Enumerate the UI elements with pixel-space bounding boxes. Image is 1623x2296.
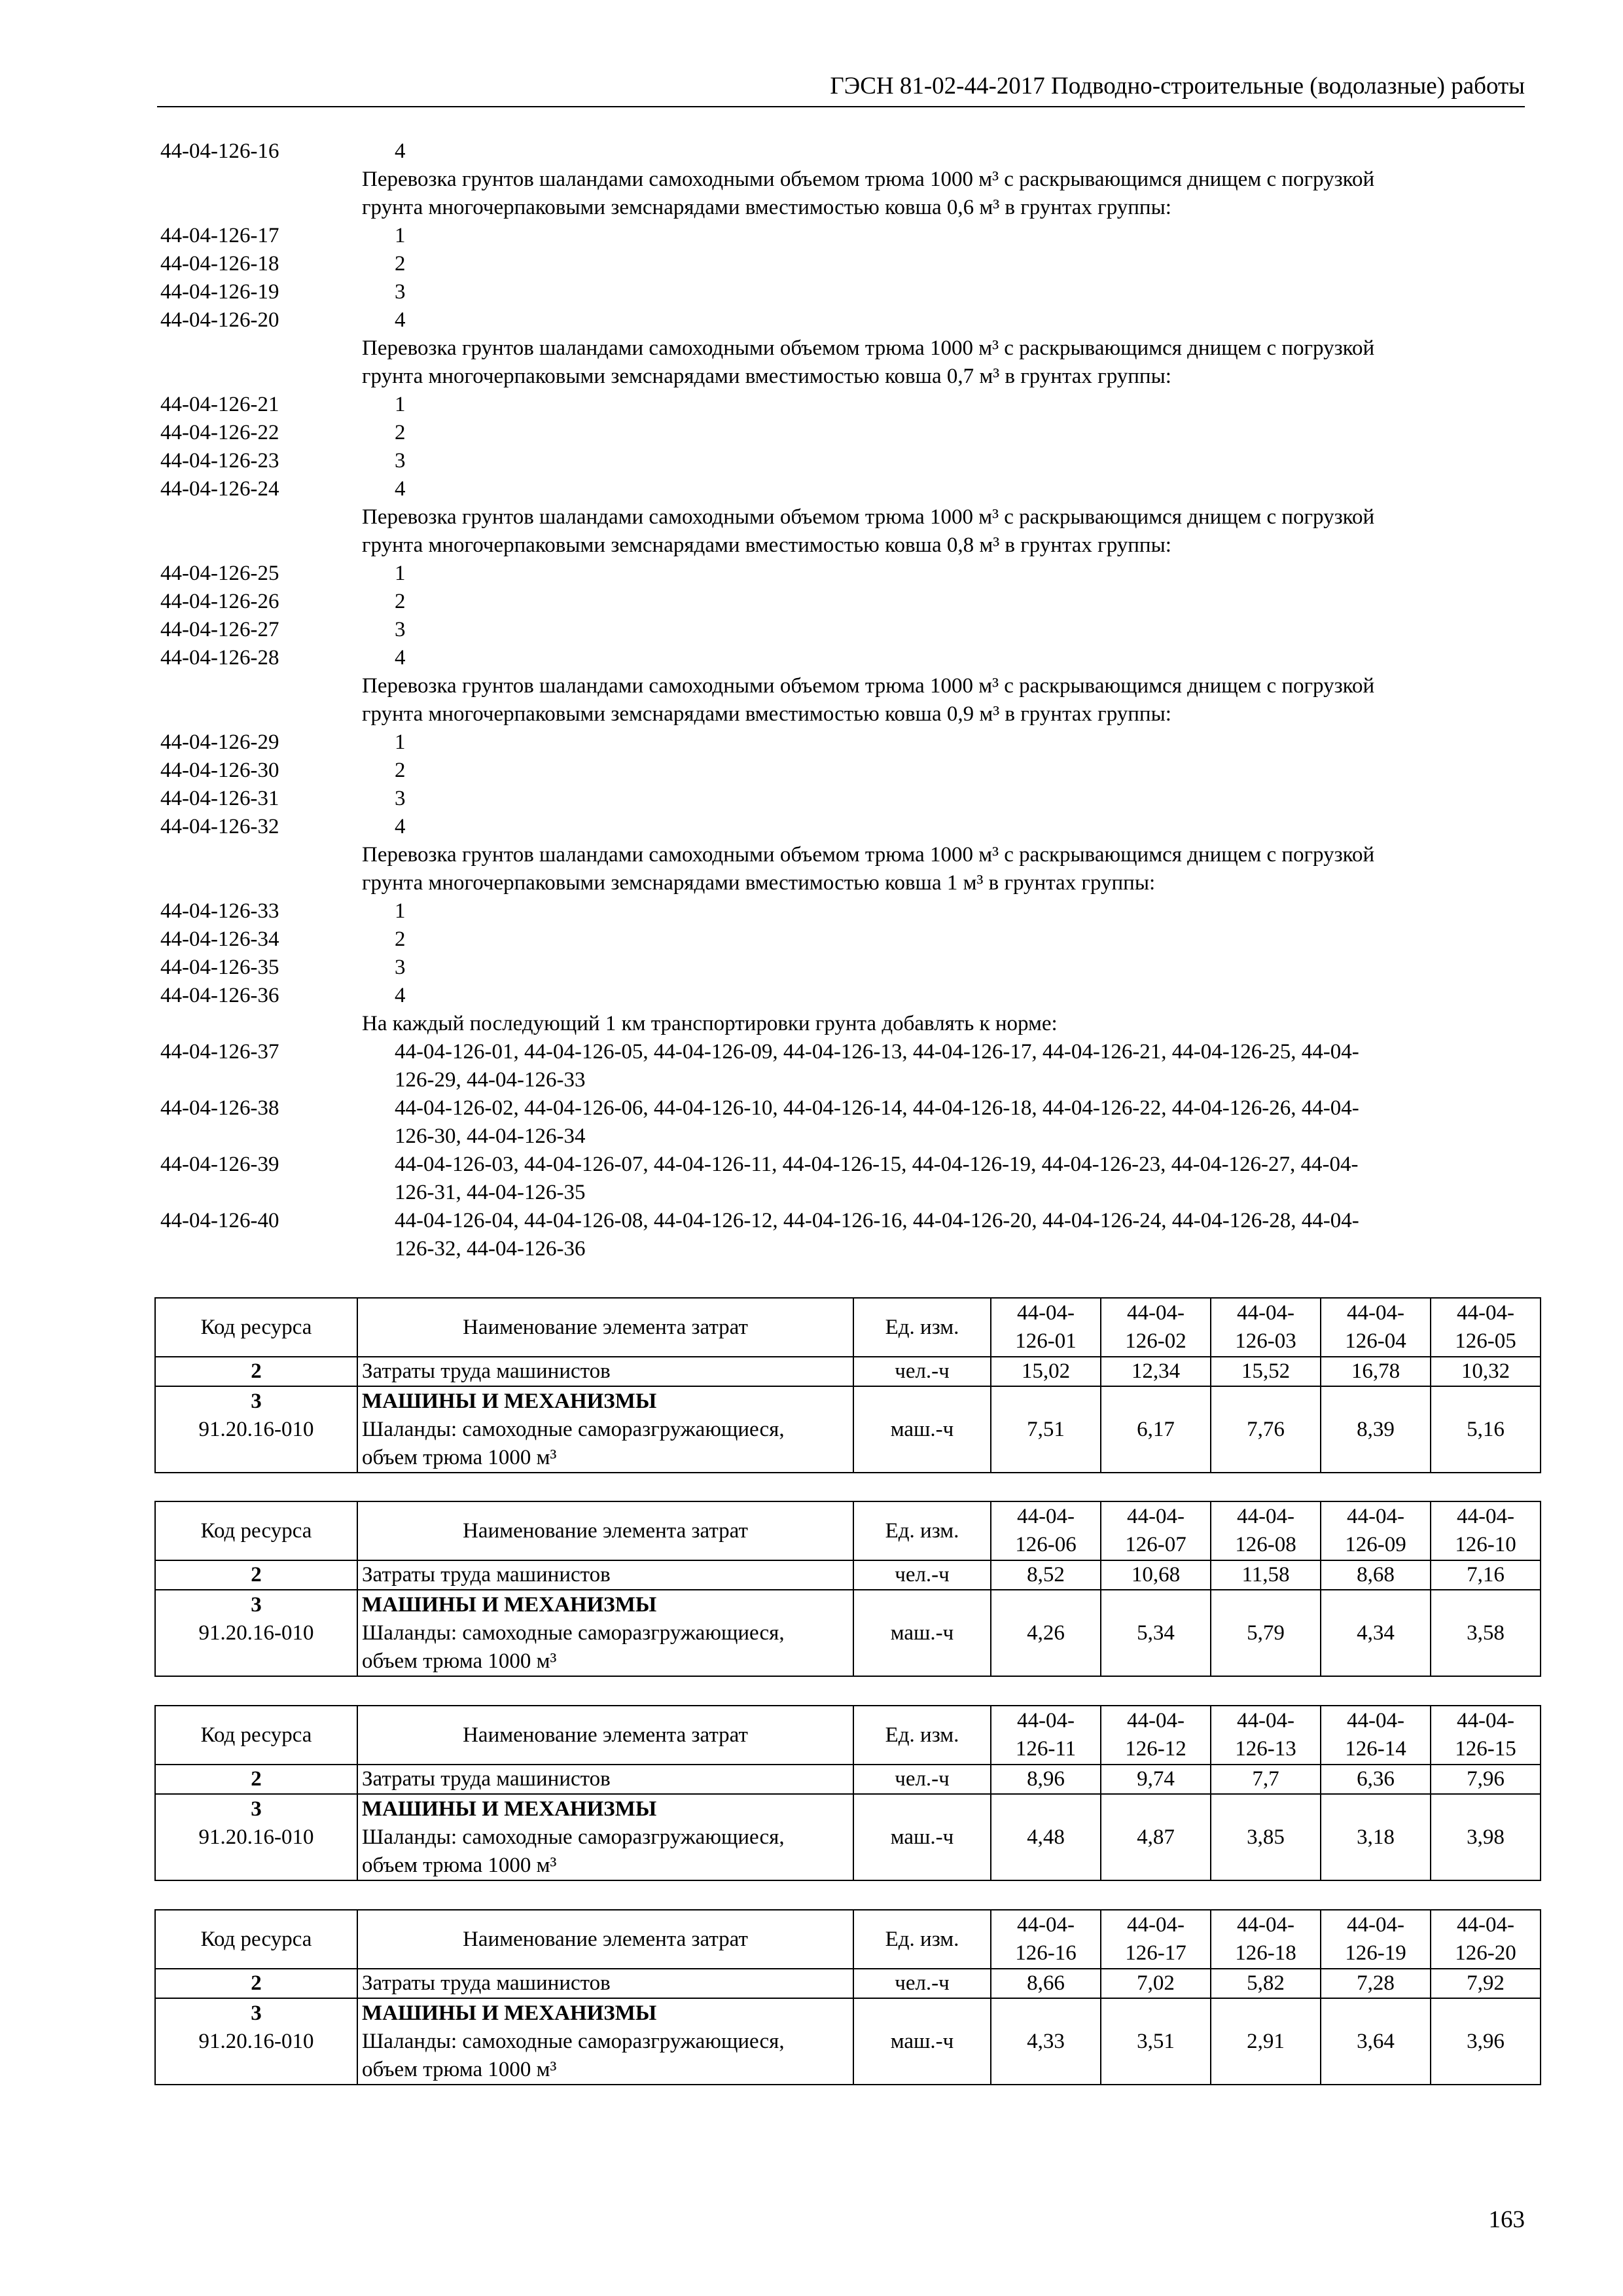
value-cell: 12,34 bbox=[1101, 1357, 1211, 1386]
header-resource-code: Код ресурса bbox=[155, 1706, 357, 1765]
unit-cell: чел.-ч bbox=[853, 1765, 991, 1794]
value-cell: 7,96 bbox=[1431, 1765, 1541, 1794]
norm-code-part: 126-05 bbox=[1455, 1329, 1516, 1353]
resource-code bbox=[155, 1386, 357, 1473]
cost-element-name: Затраты труда машинистов bbox=[357, 1560, 853, 1590]
reference-line: 126-29, 44-04-126-33 bbox=[395, 1068, 586, 1092]
header-cost-element: Наименование элемента затрат bbox=[357, 1298, 853, 1357]
machine-name: Шаланды: самоходные саморазгружающиеся, bbox=[362, 2029, 785, 2053]
norm-code-part: 126-11 bbox=[1015, 1737, 1077, 1761]
cost-element-name bbox=[357, 1998, 853, 2085]
norm-code-part: 44-04- bbox=[1237, 1301, 1294, 1325]
header-norm-column bbox=[1211, 1706, 1321, 1765]
header-norm-column bbox=[1101, 1706, 1211, 1765]
description-line: грунта многочерпаковыми земснарядами вместимостью ковша 1 м³ в грунтах группы: bbox=[362, 871, 1156, 895]
norm-code: 44-04-126-26 bbox=[160, 590, 279, 613]
header-cost-element: Наименование элемента затрат bbox=[357, 1706, 853, 1765]
code-row bbox=[160, 250, 1544, 278]
resource-code: 2 bbox=[155, 1357, 357, 1386]
norm-code-part: 44-04- bbox=[1237, 1913, 1294, 1937]
soil-group: 3 bbox=[395, 618, 406, 641]
norm-code-part: 126-14 bbox=[1345, 1737, 1406, 1761]
norm-code: 44-04-126-29 bbox=[160, 730, 279, 754]
description-line: грунта многочерпаковыми земснарядами вместимостью ковша 0,7 м³ в грунтах группы: bbox=[362, 365, 1171, 388]
norm-code-part: 126-17 bbox=[1125, 1941, 1186, 1965]
code-row bbox=[160, 982, 1544, 1010]
norm-code-part: 44-04- bbox=[1127, 1505, 1185, 1529]
norm-code: 44-04-126-22 bbox=[160, 421, 279, 444]
cost-element-name: Затраты труда машинистов bbox=[357, 1765, 853, 1794]
norm-code: 44-04-126-21 bbox=[160, 393, 279, 416]
norm-code: 44-04-126-20 bbox=[160, 308, 279, 332]
reference-line: 44-04-126-02, 44-04-126-06, 44-04-126-10, 44-04-126-14, 44-04-126-18, 44-04-126-22, 44-04-126-26, 44-04- bbox=[395, 1096, 1359, 1120]
soil-group: 2 bbox=[395, 759, 406, 782]
value-cell: 6,36 bbox=[1321, 1765, 1431, 1794]
table-header-row bbox=[155, 1706, 1541, 1765]
machine-code: 91.20.16-010 bbox=[198, 1621, 314, 1645]
code-row bbox=[160, 222, 1544, 250]
soil-group: 3 bbox=[395, 280, 406, 304]
norm-code: 44-04-126-23 bbox=[160, 449, 279, 473]
table-header-row bbox=[155, 1501, 1541, 1560]
norm-code-part: 44-04- bbox=[1457, 1301, 1514, 1325]
labor-row bbox=[155, 1560, 1541, 1590]
machine-code: 91.20.16-010 bbox=[198, 2029, 314, 2053]
header-resource-code: Код ресурса bbox=[155, 1501, 357, 1560]
section-code: 3 bbox=[251, 2001, 262, 2025]
header-norm-column bbox=[1101, 1298, 1211, 1357]
code-row bbox=[160, 560, 1544, 588]
addition-description bbox=[160, 1010, 1544, 1038]
value-cell: 7,51 bbox=[991, 1386, 1101, 1473]
value-cell: 10,68 bbox=[1101, 1560, 1211, 1590]
soil-group: 1 bbox=[395, 562, 406, 585]
norm-code: 44-04-126-17 bbox=[160, 224, 279, 247]
machines-row bbox=[155, 1386, 1541, 1473]
value-cell: 8,96 bbox=[991, 1765, 1101, 1794]
norm-code: 44-04-126-39 bbox=[160, 1153, 279, 1176]
norm-references bbox=[395, 1207, 1546, 1263]
machine-code: 91.20.16-010 bbox=[198, 1825, 314, 1849]
header-norm-column bbox=[1211, 1501, 1321, 1560]
machines-row bbox=[155, 1590, 1541, 1676]
addition-row bbox=[160, 1151, 1544, 1207]
cost-element-name: Затраты труда машинистов bbox=[357, 1357, 853, 1386]
code-row bbox=[160, 616, 1544, 644]
norm-code-part: 126-19 bbox=[1345, 1941, 1406, 1965]
norm-code-part: 44-04- bbox=[1457, 1505, 1514, 1529]
resource-code bbox=[155, 1590, 357, 1676]
reference-line: 44-04-126-04, 44-04-126-08, 44-04-126-12, 44-04-126-16, 44-04-126-20, 44-04-126-24, 44-04-126-28, 44-04- bbox=[395, 1209, 1359, 1232]
value-cell: 7,02 bbox=[1101, 1969, 1211, 1998]
value-cell: 8,39 bbox=[1321, 1386, 1431, 1473]
machine-name-cont: объем трюма 1000 м³ bbox=[362, 1853, 557, 1877]
header-cost-element: Наименование элемента затрат bbox=[357, 1910, 853, 1969]
machine-name: Шаланды: самоходные саморазгружающиеся, bbox=[362, 1621, 785, 1645]
norm-code: 44-04-126-27 bbox=[160, 618, 279, 641]
soil-group: 4 bbox=[395, 139, 406, 163]
resource-table bbox=[154, 1501, 1541, 1677]
resource-code: 2 bbox=[155, 1560, 357, 1590]
labor-row bbox=[155, 1969, 1541, 1998]
value-cell: 3,96 bbox=[1431, 1998, 1541, 2085]
section-description bbox=[160, 672, 1544, 728]
resource-code: 2 bbox=[155, 1969, 357, 1998]
norm-references bbox=[395, 1094, 1546, 1151]
description-line: грунта многочерпаковыми земснарядами вместимостью ковша 0,6 м³ в грунтах группы: bbox=[362, 196, 1171, 219]
norm-code-part: 126-07 bbox=[1125, 1533, 1186, 1556]
description-line: Перевозка грунтов шаландами самоходными объемом трюма 1000 м³ с раскрывающимся днищем с погрузкой bbox=[362, 843, 1375, 867]
value-cell: 3,18 bbox=[1321, 1794, 1431, 1880]
norm-code: 44-04-126-32 bbox=[160, 815, 279, 838]
header-unit: Ед. изм. bbox=[853, 1910, 991, 1969]
unit-cell: чел.-ч bbox=[853, 1969, 991, 1998]
section-title: МАШИНЫ И МЕХАНИЗМЫ bbox=[362, 1592, 657, 1617]
value-cell: 8,66 bbox=[991, 1969, 1101, 1998]
soil-group: 2 bbox=[395, 421, 406, 444]
addition-row bbox=[160, 1038, 1544, 1094]
soil-group: 2 bbox=[395, 590, 406, 613]
value-cell: 7,92 bbox=[1431, 1969, 1541, 1998]
section-description bbox=[160, 841, 1544, 897]
code-row bbox=[160, 757, 1544, 785]
norm-code-part: 44-04- bbox=[1347, 1709, 1404, 1733]
norm-code: 44-04-126-35 bbox=[160, 956, 279, 979]
code-row bbox=[160, 419, 1544, 447]
machines-row bbox=[155, 1794, 1541, 1880]
machine-name: Шаланды: самоходные саморазгружающиеся, bbox=[362, 1417, 785, 1441]
value-cell: 3,58 bbox=[1431, 1590, 1541, 1676]
machine-name: Шаланды: самоходные саморазгружающиеся, bbox=[362, 1825, 785, 1849]
header-norm-column bbox=[1211, 1298, 1321, 1357]
soil-group: 2 bbox=[395, 927, 406, 951]
resource-code bbox=[155, 1998, 357, 2085]
machine-code: 91.20.16-010 bbox=[198, 1417, 314, 1441]
code-row bbox=[160, 588, 1544, 616]
norm-code-part: 126-12 bbox=[1125, 1737, 1186, 1761]
norm-code-part: 44-04- bbox=[1127, 1709, 1185, 1733]
norm-code-part: 44-04- bbox=[1127, 1301, 1185, 1325]
cost-element-name bbox=[357, 1794, 853, 1880]
norm-code-part: 126-15 bbox=[1455, 1737, 1516, 1761]
soil-group: 4 bbox=[395, 477, 406, 501]
norm-code: 44-04-126-40 bbox=[160, 1209, 279, 1232]
value-cell: 3,98 bbox=[1431, 1794, 1541, 1880]
unit-cell: чел.-ч bbox=[853, 1357, 991, 1386]
unit-cell: маш.-ч bbox=[853, 1590, 991, 1676]
value-cell: 7,76 bbox=[1211, 1386, 1321, 1473]
section-title: МАШИНЫ И МЕХАНИЗМЫ bbox=[362, 2001, 657, 2025]
machine-name-cont: объем трюма 1000 м³ bbox=[362, 1649, 557, 1673]
codes-list bbox=[160, 137, 1544, 1263]
reference-line: 126-30, 44-04-126-34 bbox=[395, 1124, 586, 1148]
header-norm-column bbox=[1101, 1910, 1211, 1969]
norm-code-part: 44-04- bbox=[1237, 1505, 1294, 1529]
header-unit: Ед. изм. bbox=[853, 1501, 991, 1560]
value-cell: 15,02 bbox=[991, 1357, 1101, 1386]
norm-code-part: 44-04- bbox=[1347, 1301, 1404, 1325]
value-cell: 10,32 bbox=[1431, 1357, 1541, 1386]
resource-code bbox=[155, 1794, 357, 1880]
labor-row bbox=[155, 1765, 1541, 1794]
norm-code-part: 44-04- bbox=[1457, 1709, 1514, 1733]
section-code: 3 bbox=[251, 1797, 262, 1821]
machines-row bbox=[155, 1998, 1541, 2085]
header-norm-column bbox=[1321, 1706, 1431, 1765]
header-unit: Ед. изм. bbox=[853, 1298, 991, 1357]
value-cell: 9,74 bbox=[1101, 1765, 1211, 1794]
norm-code-part: 126-20 bbox=[1455, 1941, 1516, 1965]
page-header bbox=[157, 71, 1525, 107]
unit-cell: чел.-ч bbox=[853, 1560, 991, 1590]
header-norm-column bbox=[1321, 1501, 1431, 1560]
code-row bbox=[160, 925, 1544, 954]
norm-code-part: 126-04 bbox=[1345, 1329, 1406, 1353]
soil-group: 1 bbox=[395, 224, 406, 247]
code-row bbox=[160, 728, 1544, 757]
norm-code-part: 44-04- bbox=[1017, 1913, 1075, 1937]
norm-code-part: 126-02 bbox=[1125, 1329, 1186, 1353]
norm-code: 44-04-126-18 bbox=[160, 252, 279, 276]
value-cell: 7,28 bbox=[1321, 1969, 1431, 1998]
norm-code-part: 44-04- bbox=[1457, 1913, 1514, 1937]
value-cell: 3,51 bbox=[1101, 1998, 1211, 2085]
addition-row bbox=[160, 1094, 1544, 1151]
value-cell: 4,87 bbox=[1101, 1794, 1211, 1880]
description-line: Перевозка грунтов шаландами самоходными объемом трюма 1000 м³ с раскрывающимся днищем с погрузкой bbox=[362, 505, 1375, 529]
code-row bbox=[160, 954, 1544, 982]
header-norm-column bbox=[1431, 1298, 1541, 1357]
norm-code-part: 126-03 bbox=[1235, 1329, 1296, 1353]
header-norm-column bbox=[1211, 1910, 1321, 1969]
value-cell: 7,16 bbox=[1431, 1560, 1541, 1590]
code-row bbox=[160, 306, 1544, 334]
value-cell: 5,16 bbox=[1431, 1386, 1541, 1473]
description-line: грунта многочерпаковыми земснарядами вместимостью ковша 0,8 м³ в грунтах группы: bbox=[362, 533, 1171, 557]
norm-code: 44-04-126-19 bbox=[160, 280, 279, 304]
section-code: 3 bbox=[251, 1389, 262, 1413]
code-row bbox=[160, 391, 1544, 419]
norm-code: 44-04-126-28 bbox=[160, 646, 279, 670]
code-row bbox=[160, 644, 1544, 672]
norm-code-part: 126-06 bbox=[1015, 1533, 1077, 1556]
norm-code-part: 126-01 bbox=[1015, 1329, 1077, 1353]
value-cell: 5,79 bbox=[1211, 1590, 1321, 1676]
description-line: На каждый последующий 1 км транспортировки грунта добавлять к норме: bbox=[362, 1012, 1058, 1035]
soil-group: 3 bbox=[395, 956, 406, 979]
header-norm-column bbox=[991, 1298, 1101, 1357]
code-row bbox=[160, 278, 1544, 306]
value-cell: 5,34 bbox=[1101, 1590, 1211, 1676]
resource-table bbox=[154, 1297, 1541, 1473]
value-cell: 3,64 bbox=[1321, 1998, 1431, 2085]
addition-row bbox=[160, 1207, 1544, 1263]
reference-line: 44-04-126-01, 44-04-126-05, 44-04-126-09, 44-04-126-13, 44-04-126-17, 44-04-126-21, 44-04-126-25, 44-04- bbox=[395, 1040, 1359, 1064]
header-norm-column bbox=[1431, 1706, 1541, 1765]
norm-code-part: 126-18 bbox=[1235, 1941, 1296, 1965]
soil-group: 4 bbox=[395, 308, 406, 332]
code-row bbox=[160, 137, 1544, 166]
section-description bbox=[160, 334, 1544, 391]
value-cell: 8,52 bbox=[991, 1560, 1101, 1590]
norm-code-part: 126-08 bbox=[1235, 1533, 1296, 1556]
description-line: Перевозка грунтов шаландами самоходными объемом трюма 1000 м³ с раскрывающимся днищем с погрузкой bbox=[362, 168, 1375, 191]
machine-name-cont: объем трюма 1000 м³ bbox=[362, 2057, 557, 2081]
value-cell: 11,58 bbox=[1211, 1560, 1321, 1590]
header-cost-element: Наименование элемента затрат bbox=[357, 1501, 853, 1560]
norm-code: 44-04-126-16 bbox=[160, 139, 279, 163]
table-header-row bbox=[155, 1298, 1541, 1357]
description-line: грунта многочерпаковыми земснарядами вместимостью ковша 0,9 м³ в грунтах группы: bbox=[362, 702, 1171, 726]
code-row bbox=[160, 475, 1544, 503]
header-norm-column bbox=[991, 1501, 1101, 1560]
soil-group: 1 bbox=[395, 730, 406, 754]
norm-code: 44-04-126-31 bbox=[160, 787, 279, 810]
norm-code: 44-04-126-30 bbox=[160, 759, 279, 782]
norm-code: 44-04-126-25 bbox=[160, 562, 279, 585]
description-line: Перевозка грунтов шаландами самоходными объемом трюма 1000 м³ с раскрывающимся днищем с погрузкой bbox=[362, 336, 1375, 360]
norm-code-part: 44-04- bbox=[1237, 1709, 1294, 1733]
soil-group: 3 bbox=[395, 449, 406, 473]
section-code: 3 bbox=[251, 1592, 262, 1617]
cost-element-name: Затраты труда машинистов bbox=[357, 1969, 853, 1998]
value-cell: 7,7 bbox=[1211, 1765, 1321, 1794]
reference-line: 44-04-126-03, 44-04-126-07, 44-04-126-11, 44-04-126-15, 44-04-126-19, 44-04-126-23, 44-04-126-27, 44-04- bbox=[395, 1153, 1359, 1176]
header-norm-column bbox=[1321, 1910, 1431, 1969]
norm-references bbox=[395, 1038, 1546, 1094]
value-cell: 4,33 bbox=[991, 1998, 1101, 2085]
norm-code: 44-04-126-24 bbox=[160, 477, 279, 501]
header-norm-column bbox=[1431, 1910, 1541, 1969]
norm-code-part: 126-13 bbox=[1235, 1737, 1296, 1761]
value-cell: 5,82 bbox=[1211, 1969, 1321, 1998]
unit-cell: маш.-ч bbox=[853, 1998, 991, 2085]
reference-line: 126-32, 44-04-126-36 bbox=[395, 1237, 586, 1261]
value-cell: 15,52 bbox=[1211, 1357, 1321, 1386]
cost-element-name bbox=[357, 1590, 853, 1676]
soil-group: 4 bbox=[395, 646, 406, 670]
header-resource-code: Код ресурса bbox=[155, 1298, 357, 1357]
soil-group: 4 bbox=[395, 815, 406, 838]
resource-table bbox=[154, 1705, 1541, 1881]
description-line: Перевозка грунтов шаландами самоходными объемом трюма 1000 м³ с раскрывающимся днищем с погрузкой bbox=[362, 674, 1375, 698]
resource-table bbox=[154, 1909, 1541, 2085]
table-header-row bbox=[155, 1910, 1541, 1969]
value-cell: 4,34 bbox=[1321, 1590, 1431, 1676]
soil-group: 1 bbox=[395, 899, 406, 923]
norm-code-part: 44-04- bbox=[1127, 1913, 1185, 1937]
norm-code-part: 126-10 bbox=[1455, 1533, 1516, 1556]
header-resource-code: Код ресурса bbox=[155, 1910, 357, 1969]
labor-row bbox=[155, 1357, 1541, 1386]
reference-line: 126-31, 44-04-126-35 bbox=[395, 1181, 586, 1204]
machine-name-cont: объем трюма 1000 м³ bbox=[362, 1445, 557, 1469]
header-unit: Ед. изм. bbox=[853, 1706, 991, 1765]
value-cell: 16,78 bbox=[1321, 1357, 1431, 1386]
value-cell: 4,48 bbox=[991, 1794, 1101, 1880]
value-cell: 4,26 bbox=[991, 1590, 1101, 1676]
header-norm-column bbox=[1321, 1298, 1431, 1357]
value-cell: 3,85 bbox=[1211, 1794, 1321, 1880]
value-cell: 6,17 bbox=[1101, 1386, 1211, 1473]
unit-cell: маш.-ч bbox=[853, 1794, 991, 1880]
norm-code: 44-04-126-34 bbox=[160, 927, 279, 951]
unit-cell: маш.-ч bbox=[853, 1386, 991, 1473]
norm-code: 44-04-126-33 bbox=[160, 899, 279, 923]
norm-code-part: 126-16 bbox=[1015, 1941, 1077, 1965]
code-row bbox=[160, 813, 1544, 841]
norm-code: 44-04-126-37 bbox=[160, 1040, 279, 1064]
resource-code: 2 bbox=[155, 1765, 357, 1794]
value-cell: 2,91 bbox=[1211, 1998, 1321, 2085]
norm-code: 44-04-126-38 bbox=[160, 1096, 279, 1120]
cost-element-name bbox=[357, 1386, 853, 1473]
soil-group: 3 bbox=[395, 787, 406, 810]
norm-code-part: 44-04- bbox=[1347, 1913, 1404, 1937]
header-norm-column bbox=[991, 1910, 1101, 1969]
norm-code-part: 126-09 bbox=[1345, 1533, 1406, 1556]
norm-references bbox=[395, 1151, 1546, 1207]
page-number: 163 bbox=[1488, 2206, 1525, 2233]
norm-code-part: 44-04- bbox=[1347, 1505, 1404, 1529]
norm-code-part: 44-04- bbox=[1017, 1709, 1075, 1733]
section-description bbox=[160, 503, 1544, 560]
soil-group: 1 bbox=[395, 393, 406, 416]
header-title: ГЭСН 81-02-44-2017 Подводно-строительные (водолазные) работы bbox=[830, 72, 1525, 99]
norm-code: 44-04-126-36 bbox=[160, 984, 279, 1007]
code-row bbox=[160, 447, 1544, 475]
soil-group: 2 bbox=[395, 252, 406, 276]
section-title: МАШИНЫ И МЕХАНИЗМЫ bbox=[362, 1797, 657, 1821]
section-title: МАШИНЫ И МЕХАНИЗМЫ bbox=[362, 1389, 657, 1413]
value-cell: 8,68 bbox=[1321, 1560, 1431, 1590]
soil-group: 4 bbox=[395, 984, 406, 1007]
norm-code-part: 44-04- bbox=[1017, 1301, 1075, 1325]
header-norm-column bbox=[991, 1706, 1101, 1765]
code-row bbox=[160, 897, 1544, 925]
code-row bbox=[160, 785, 1544, 813]
header-norm-column bbox=[1431, 1501, 1541, 1560]
norm-code-part: 44-04- bbox=[1017, 1505, 1075, 1529]
section-description bbox=[160, 166, 1544, 222]
header-norm-column bbox=[1101, 1501, 1211, 1560]
